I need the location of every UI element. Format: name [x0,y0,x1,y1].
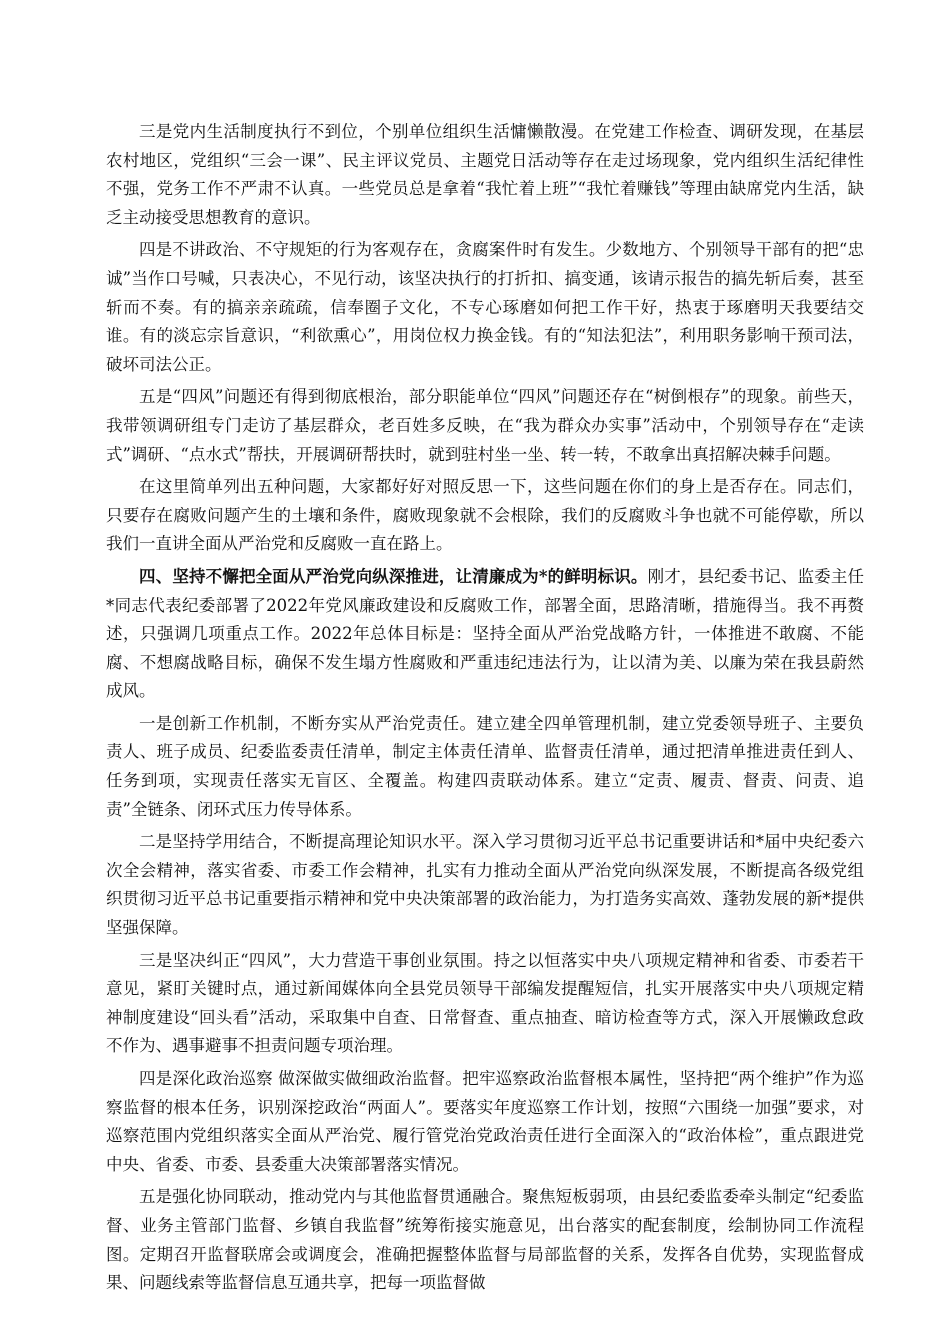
paragraph-text: 一是创新工作机制，不断夯实从严治党责任。建立建全四单管理机制，建立党委领导班子、主要负责人、班子成员、纪委监委责任清单，制定主体责任清单、监督责任清单，通过把清单推进责任到人、任务到项，实现责任落实无盲区、全覆盖。构建四责联动体系。建立“定责、履责、督责、问责、追责”全链条、闭环式压力传导体系。 [106,713,864,819]
paragraph-problem-five [106,383,864,469]
paragraph-text: 在这里简单列出五种问题，大家都好好对照反思一下，这些问题在你们的身上是否存在。同志们，只要存在腐败问题产生的土壤和条件，腐败现象就不会根除，我们的反腐败斗争也就不可能停歇，所以我们一直讲全面从严治党和反腐败一直在路上。 [106,477,864,554]
paragraph-text: 二是坚持学用结合，不断提高理论知识水平。深入学习贯彻习近平总书记重要讲话和*届中央纪委六次全会精神，落实省委、市委工作会精神，扎实有力推动全面从严治党向纵深发展，不断提高各级党组织贯彻习近平总书记重要指示精神和党中央决策部署的政治能力，为打造务实高效、蓬勃发展的新*提供坚强保障。 [106,832,864,938]
paragraph-text: 四是不讲政治、不守规矩的行为客观存在，贪腐案件时有发生。少数地方、个别领导干部有的把“忠诚”当作口号喊，只表决心，不见行动，该坚决执行的打折扣、搞变通，该请示报告的搞先斩后奏，甚至斩而不奏。有的搞亲亲疏疏，信奉圈子文化，不专心琢磨如何把工作干好，热衷于琢磨明天我要结交谁。有的淡忘宗旨意识，“利欲熏心”，用岗位权力换金钱。有的“知法犯法”，利用职务影响干预司法，破坏司法公正。 [106,240,864,374]
paragraph-task-three [106,947,864,1061]
paragraph-task-five [106,1183,864,1297]
paragraph-task-one [106,710,864,824]
paragraph-task-four [106,1065,864,1179]
paragraph-text: 三是党内生活制度执行不到位，个别单位组织生活慵懒散漫。在党建工作检查、调研发现，在基层农村地区，党组织“三会一课”、民主评议党员、主题党日活动等存在走过场现象，党内组织生活纪律性不强，党务工作不严肃不认真。一些党员总是拿着“我忙着上班”“我忙着赚钱”等理由缺席党内生活，缺乏主动接受思想教育的意识。 [106,122,864,227]
section-heading: 四、坚持不懈把全面从严治党向纵深推进，让清廉成为*的鲜明标识。 [139,566,648,586]
paragraph-summary [106,473,864,559]
paragraph-problem-four [106,236,864,379]
paragraph-section-four [106,563,864,706]
paragraph-text: 四是深化政治巡察 做深做实做细政治监督。把牢巡察政治监督根本属性，坚持把“两个维护”作为巡察监督的根本任务，识别深挖政治“两面人”。要落实年度巡察工作计划，按照“六围绕一加强”要求，对巡察范围内党组织落实全面从严治党、履行管党治党政治责任进行全面深入的“政治体检”，重点跟进党中央、省委、市委、县委重大决策部署落实情况。 [106,1069,864,1174]
paragraph-text: 刚才，县纪委书记、监委主任*同志代表纪委部署了2022年党风廉政建设和反腐败工作，部署全面，思路清晰，措施得当。我不再赘述，只强调几项重点工作。2022年总体目标是：坚持全面从严治党战略方针，一体推进不敢腐、不能腐、不想腐战略目标，确保不发生塌方性腐败和严重违纪违法行为，让以清为美、以廉为荣在我县蔚然成风。 [106,566,864,701]
paragraph-task-two [106,828,864,942]
paragraph-text: 五是“四风”问题还有得到彻底根治，部分职能单位“四风”问题还存在“树倒根存”的现象。前些天，我带领调研组专门走访了基层群众，老百姓多反映，在“我为群众办实事”活动中，个别领导存在“走读式”调研、“点水式”帮扶，开展调研帮扶时，就到驻村坐一坐、转一转，不敢拿出真招解决棘手问题。 [106,387,864,464]
paragraph-text: 三是坚决纠正“四风”，大力营造干事创业氛围。持之以恒落实中央八项规定精神和省委、市委若干意见，紧盯关键时点，通过新闻媒体向全县党员领导干部编发提醒短信，扎实开展落实中央八项规定精神制度建设“回头看”活动，采取集中自查、日常督查、重点抽查、暗访检查等方式，深入开展懒政怠政不作为、遇事避事不担责问题专项治理。 [106,950,864,1056]
paragraph-text: 五是强化协同联动，推动党内与其他监督贯通融合。聚焦短板弱项，由县纪委监委牵头制定“纪委监督、业务主管部门监督、乡镇自我监督”统筹衔接实施意见，出台落实的配套制度，绘制协同工作流程图。定期召开监督联席会或调度会，准确把握整体监督与局部监督的关系，发挥各自优势，实现监督成果、问题线索等监督信息互通共享，把每一项监督做 [106,1187,864,1293]
document-body [106,118,864,1302]
paragraph-problem-three [106,118,864,232]
